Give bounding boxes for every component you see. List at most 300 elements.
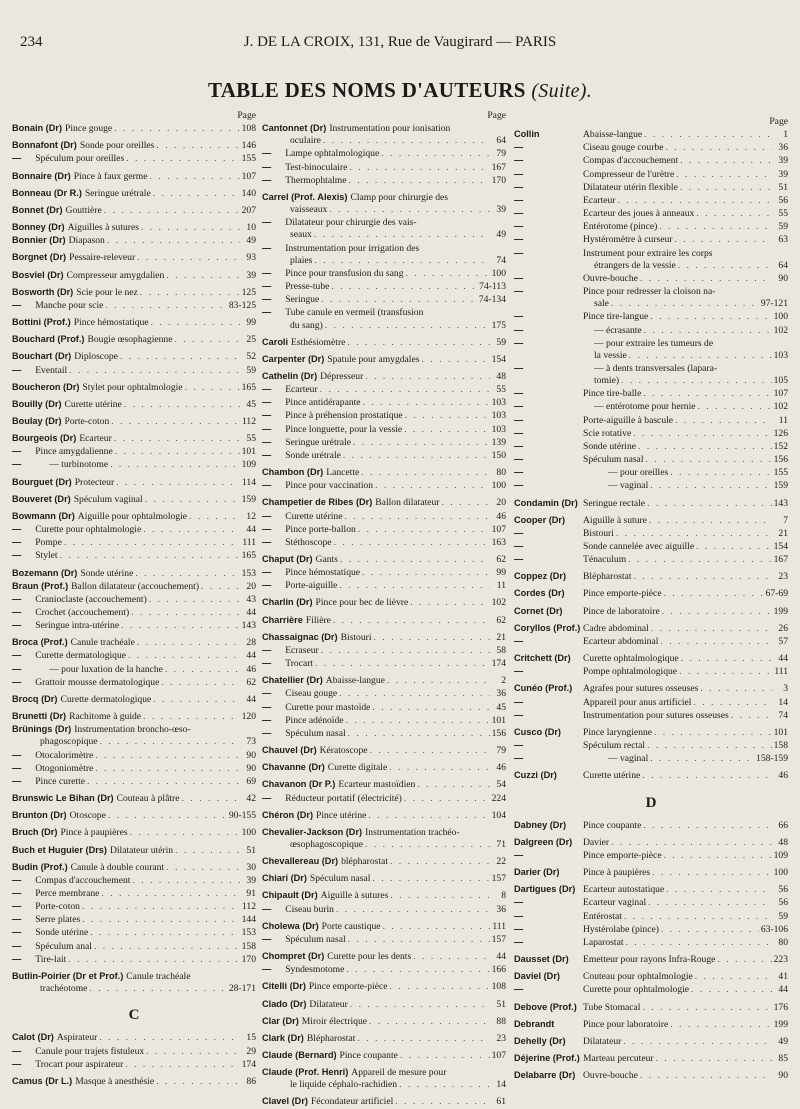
page-ref: 7: [783, 514, 788, 526]
page-label: Page: [487, 110, 506, 121]
page-ref: 55: [778, 208, 788, 220]
author-name: Cornet (Dr): [514, 605, 563, 616]
page-ref: 83-125: [228, 299, 256, 311]
index-entry: [262, 496, 506, 509]
author-name: —: [514, 454, 524, 465]
author-name: —: [12, 364, 22, 375]
author-name: —: [262, 792, 272, 803]
index-entry: [514, 337, 788, 350]
page-ref: 107: [491, 523, 506, 535]
instrument-name: seaux: [290, 229, 312, 241]
leader-dots: [340, 554, 490, 566]
page-ref: 55: [246, 433, 256, 445]
leader-dots: [95, 750, 240, 762]
index-entry: [514, 836, 788, 849]
leader-dots: [717, 954, 771, 966]
index-entry: [514, 936, 788, 949]
instrument-name: Instrumentation broncho-œso-: [74, 724, 191, 736]
index-entry: [514, 479, 788, 492]
index-entry: [262, 714, 506, 727]
author-name: Chauvel (Dr): [262, 745, 317, 756]
instrument-name: Cranioclaste (accouchement): [35, 593, 147, 605]
index-entry: [514, 587, 788, 600]
instrument-name: Abaisse-langue: [325, 675, 385, 687]
index-entry: [262, 903, 506, 916]
author-name: —: [514, 194, 524, 205]
page-ref: 59: [778, 910, 788, 922]
instrument-name: Seringue intra-utérine: [35, 620, 120, 632]
index-entry: [262, 998, 506, 1011]
page-ref: 58: [496, 644, 506, 656]
instrument-name: Pince gouge: [65, 123, 113, 135]
author-name: —: [262, 307, 272, 318]
page-ref: 104: [491, 809, 506, 821]
page-ref: 64: [496, 135, 506, 147]
instrument-name: Réducteur portatif (électricité): [285, 792, 402, 804]
author-name: Buch et Huguier (Drs): [12, 844, 107, 855]
page-ref: 157: [491, 873, 506, 885]
instrument-name: Ecarteur: [79, 433, 112, 445]
leader-dots: [90, 927, 239, 939]
leader-dots: [400, 1050, 490, 1062]
page-ref: 2: [501, 675, 506, 687]
index-entry: [12, 269, 256, 282]
page-ref: 59: [778, 221, 788, 233]
page-ref: 23: [778, 571, 788, 583]
index-entry: [262, 980, 506, 993]
index-entry: [514, 709, 788, 722]
instrument-name: Stylet: [35, 550, 58, 562]
leader-dots: [189, 511, 240, 523]
page-ref: 20: [496, 497, 506, 509]
leader-dots: [650, 753, 754, 765]
index-entry: [514, 570, 788, 583]
page-ref: 74-113: [479, 281, 506, 293]
page-ref: 56: [778, 194, 788, 206]
index-entry: [12, 1058, 256, 1071]
index-entry: [262, 479, 506, 492]
instrument-name: Pince pour vaccination: [285, 480, 374, 492]
index-entry: [514, 622, 788, 635]
instrument-name: Pince emporte-pièce: [308, 981, 388, 993]
page-ref: 56: [778, 884, 788, 896]
leader-dots: [389, 762, 490, 774]
page-ref: 103: [491, 410, 506, 422]
leader-dots: [107, 235, 240, 247]
author-name: Bonney (Dr): [12, 222, 65, 233]
index-entry: [262, 631, 506, 644]
leader-dots: [611, 837, 772, 849]
index-entry: [514, 696, 788, 709]
index-entry: [262, 674, 506, 687]
instrument-name: Kératoscope: [319, 745, 368, 757]
leader-dots: [82, 901, 240, 913]
page-ref: 42: [246, 793, 256, 805]
author-name: —: [514, 311, 524, 322]
index-entry: [262, 933, 506, 946]
instrument-name: Sonde cannelée avec aiguille: [583, 541, 695, 552]
leader-dots: [700, 683, 772, 695]
index-entry: [12, 926, 256, 939]
index-entry: [12, 333, 256, 346]
index-entry: [12, 432, 256, 445]
page-ref: 61: [496, 1096, 506, 1108]
author-name: Clado (Dr): [262, 998, 307, 1009]
instrument-name: Pince emporte-pièce: [583, 588, 662, 600]
page-ref: 74: [496, 254, 506, 266]
instrument-name: Pince pour transfusion du sang: [285, 267, 404, 279]
instrument-name: Pessaire-releveur: [69, 252, 136, 264]
index-entry: [514, 128, 788, 141]
instrument-name: Curette dermatologique: [35, 650, 127, 662]
page-ref: 90: [778, 1070, 788, 1082]
leader-dots: [665, 142, 772, 154]
index-entry: [514, 207, 788, 220]
instrument-name: Instrumentation pour irrigation des: [285, 242, 420, 254]
author-name: —: [12, 874, 22, 885]
author-name: Bonnier (Dr): [12, 235, 66, 246]
leader-dots: [691, 984, 772, 996]
author-name: —: [514, 234, 524, 245]
leader-dots: [161, 677, 240, 689]
author-name: —: [12, 663, 22, 674]
author-name: Boulay (Dr): [12, 415, 62, 426]
leader-dots: [611, 298, 759, 310]
index-entry: [514, 553, 788, 566]
author-name: Debrandt: [514, 1018, 555, 1029]
index-entry: [514, 247, 788, 260]
leader-dots: [89, 983, 226, 995]
page-ref: 8: [501, 890, 506, 902]
author-name: Cholewa (Dr): [262, 920, 319, 931]
page-ref: 111: [242, 537, 256, 549]
author-name: —: [262, 148, 272, 159]
instrument-name: Stéthoscope: [285, 536, 332, 548]
author-name: —: [514, 984, 524, 995]
instrument-name: Tube Stomacal: [583, 1001, 641, 1013]
page-ref: 159: [241, 493, 256, 505]
index-entry: [12, 316, 256, 329]
leader-dots: [346, 715, 490, 727]
index-entry: [262, 701, 506, 714]
author-name: Citelli (Dr): [262, 981, 306, 992]
index-entry: [262, 370, 506, 383]
leader-dots: [624, 911, 772, 923]
leader-dots: [175, 845, 240, 857]
page-ref: 44: [778, 984, 788, 996]
index-entry: [262, 920, 506, 933]
author-name: Broca (Prof.): [12, 637, 68, 648]
leader-dots: [156, 1076, 240, 1088]
author-name: Cantonnet (Dr): [262, 123, 327, 134]
instrument-name: — turbinotome: [49, 459, 109, 471]
author-name: Bozemann (Dr): [12, 567, 78, 578]
author-name: Charrière: [262, 614, 303, 625]
page-ref: 109: [241, 459, 256, 471]
leader-dots: [357, 1033, 490, 1045]
instrument-name: Filière: [305, 614, 331, 626]
index-entry: [262, 1066, 506, 1079]
author-name: —: [12, 775, 22, 786]
leader-dots: [146, 1046, 240, 1058]
leader-dots: [417, 779, 490, 791]
author-name: —: [262, 714, 272, 725]
page-ref: 57: [778, 635, 788, 647]
page-ref: 43: [246, 593, 256, 605]
instrument-name: Sonde pour oreilles: [79, 140, 155, 152]
instrument-name: Pince pour redresser la cloison na-: [583, 286, 716, 298]
leader-dots: [320, 384, 490, 396]
page-ref: 36: [496, 903, 506, 915]
instrument-name: Porte-aiguille: [285, 580, 338, 592]
index-entry: [262, 383, 506, 396]
index-entry: [262, 423, 506, 436]
entries-c: [12, 1031, 256, 1088]
instrument-name: Trocart pour aspirateur: [35, 1058, 124, 1070]
index-entry: [514, 527, 788, 540]
instrument-name: Curette dermatologique: [60, 693, 152, 705]
page-ref: 63-106: [760, 923, 788, 935]
page-ref: 46: [246, 663, 256, 675]
leader-dots: [643, 388, 771, 400]
leader-dots: [679, 666, 772, 678]
page-ref: 20: [246, 580, 256, 592]
author-name: Clavel (Dr): [262, 1096, 308, 1107]
author-name: —: [514, 168, 524, 179]
page-ref: 90-155: [228, 810, 256, 822]
author-name: —: [262, 727, 272, 738]
page-ref: 22: [496, 856, 506, 868]
leader-dots: [645, 454, 771, 466]
leader-dots: [652, 867, 771, 879]
page-label: Page: [769, 116, 788, 127]
author-name: Chassaignac (Dr): [262, 631, 338, 642]
page-ref: 102: [773, 324, 788, 336]
author-name: Chatellier (Dr): [262, 675, 323, 686]
page-ref: 167: [773, 554, 788, 566]
section-letter-d: D: [645, 794, 657, 811]
instrument-name: Pince tire-langue: [583, 311, 649, 323]
index-entry: [262, 536, 506, 549]
leader-dots: [334, 537, 490, 549]
leader-dots: [150, 171, 240, 183]
instrument-name: Diploscope: [74, 351, 118, 363]
author-name: Brunswic Le Bihan (Dr): [12, 793, 114, 804]
page-ref: 90: [778, 272, 788, 284]
leader-dots: [404, 793, 490, 805]
page-ref: 143: [241, 620, 256, 632]
instrument-name: blépharostat: [341, 856, 388, 868]
page-ref: 102: [491, 597, 506, 609]
author-name: Boucheron (Dr): [12, 381, 80, 392]
leader-dots: [642, 1002, 771, 1014]
page-title: [0, 78, 800, 103]
author-name: —: [12, 593, 22, 604]
instrument-name: — pour oreilles: [608, 467, 669, 479]
page-ref: 12: [246, 510, 256, 522]
instrument-name: Perce membrane: [35, 887, 100, 899]
instrument-name: Ecarteur autostatique: [583, 884, 665, 896]
author-name: Darier (Dr): [514, 867, 560, 878]
page-ref: 112: [241, 415, 256, 427]
leader-dots: [676, 169, 772, 181]
instrument-name: Dilatateur: [583, 1035, 622, 1047]
page-number: 234: [20, 34, 43, 50]
author-name: —: [262, 384, 272, 395]
index-entry: [12, 170, 256, 183]
author-name: —: [514, 272, 524, 283]
instrument-name: Porte caustique: [321, 920, 381, 932]
title-main: TABLE DES NOMS D'AUTEURS: [207, 78, 526, 102]
instrument-name: Sonde utérine: [80, 567, 134, 579]
author-name: Brocq (Dr): [12, 693, 58, 704]
instrument-name: le liquide céphalo-rachidien: [290, 1079, 398, 1091]
index-entry: [12, 663, 256, 676]
leader-dots: [695, 971, 772, 983]
index-entry: [12, 139, 256, 152]
author-name: —: [514, 142, 524, 153]
leader-dots: [68, 954, 239, 966]
author-name: Collin: [514, 129, 540, 140]
index-entry: [262, 744, 506, 757]
instrument-name: œsophagoscopique: [290, 838, 364, 850]
author-name: Claude (Bernard): [262, 1050, 337, 1060]
author-name: —: [12, 1045, 22, 1056]
author-name: —: [12, 676, 22, 687]
instrument-name: Tube canule en vermeil (transfusion: [285, 307, 424, 319]
index-entry: [262, 255, 506, 267]
page-ref: 51: [246, 844, 256, 856]
leader-dots: [404, 424, 489, 436]
page-ref: 111: [492, 920, 506, 932]
page-ref: 107: [241, 170, 256, 182]
page-ref: 62: [496, 554, 506, 565]
leader-dots: [375, 480, 490, 492]
page-ref: 101: [773, 726, 788, 738]
instrument-name: Pince à préhension prostatique: [285, 410, 403, 422]
leader-dots: [314, 229, 490, 241]
instrument-name: Spéculum nasal: [285, 727, 346, 739]
leader-dots: [647, 740, 772, 752]
leader-dots: [650, 480, 771, 492]
column-2: [262, 110, 506, 1109]
instrument-name: Curette utérine: [64, 398, 122, 410]
instrument-name: Ciseau burin: [285, 903, 334, 915]
leader-dots: [618, 195, 773, 207]
index-entry: [514, 953, 788, 966]
leader-dots: [381, 148, 490, 160]
leader-dots: [346, 964, 489, 976]
author-name: Bonneau (Dr R.): [12, 187, 82, 198]
index-entry: [262, 1032, 506, 1045]
author-name: —: [514, 324, 524, 335]
author-name: —: [12, 762, 22, 773]
page-ref: 100: [491, 480, 506, 492]
leader-dots: [410, 597, 489, 609]
index-entry: [262, 409, 506, 422]
index-entry: [12, 775, 256, 788]
author-name: Bruch (Dr): [12, 827, 58, 838]
index-entry: [514, 272, 788, 285]
author-name: —: [262, 523, 272, 534]
page-ref: 91: [246, 887, 256, 899]
index-entry: [12, 636, 256, 649]
index-entry: [514, 285, 788, 298]
author-name: Bonnafont (Dr): [12, 140, 77, 151]
instrument-name: Scie rotative: [583, 427, 632, 439]
author-name: Bouchard (Prof.): [12, 334, 85, 345]
page-ref: 155: [241, 153, 256, 165]
author-name: Chéron (Dr): [262, 809, 314, 820]
page-ref: 223: [773, 954, 788, 966]
page-ref: 139: [491, 436, 506, 448]
instrument-name: — pour extraire les tumeurs de: [594, 337, 714, 349]
page-ref: 100: [241, 827, 256, 839]
index-entry: [12, 204, 256, 217]
index-entry: [262, 614, 506, 627]
index-entry: [12, 493, 256, 506]
author-name: Daviel (Dr): [514, 971, 560, 982]
page-ref: 90: [246, 749, 256, 761]
index-entry: [262, 761, 506, 774]
index-entry: [12, 350, 256, 363]
page-ref: 49: [778, 1035, 788, 1047]
author-name: Bosworth (Dr): [12, 286, 74, 297]
page-ref: 140: [241, 187, 256, 199]
page-ref: 105: [773, 375, 788, 387]
author-name: Chaput (Dr): [262, 554, 313, 564]
index-entry: [12, 762, 256, 775]
instrument-name: Porte-aiguille à bascule: [583, 414, 674, 426]
index-entry: [514, 540, 788, 553]
author-name: —: [514, 554, 524, 565]
instrument-name: — entérotome pour hernie: [594, 401, 696, 413]
index-entry: [514, 497, 788, 510]
index-entry: [262, 687, 506, 700]
index-entry: [514, 635, 788, 648]
leader-dots: [626, 937, 773, 949]
instrument-name: Curette utérine: [583, 770, 641, 782]
index-entry: [12, 286, 256, 299]
index-entry: [12, 953, 256, 966]
author-name: Chavanne (Dr): [262, 762, 325, 773]
page-ref: 28-171: [228, 983, 256, 995]
page-ref: 154: [773, 541, 788, 552]
leader-dots: [131, 607, 240, 619]
page-ref: 97-121: [760, 298, 788, 310]
leader-dots: [696, 541, 772, 553]
page-ref: 156: [491, 727, 506, 739]
instrument-name: Dépresseur: [320, 370, 364, 382]
instrument-name: Tire-lait: [35, 953, 67, 965]
instrument-name: Ecarteur vaginal: [583, 897, 647, 909]
index-entry: [12, 900, 256, 913]
instrument-name: Spéculum nasal: [285, 933, 346, 945]
author-name: Bonain (Dr): [12, 123, 63, 134]
leader-dots: [413, 951, 490, 963]
page-ref: 11: [778, 414, 788, 426]
index-entry: [514, 1018, 788, 1031]
instrument-name: Stylet pour ophtalmologie: [82, 381, 183, 393]
instrument-name: Ténaculum: [583, 554, 627, 566]
leader-dots: [649, 515, 772, 527]
index-entry: [514, 387, 788, 400]
instrument-name: Spéculum nasal: [309, 873, 371, 885]
instrument-name: oculaire: [290, 135, 321, 147]
page-ref: 52: [246, 351, 256, 363]
running-header: [20, 30, 780, 52]
page-ref: 59: [246, 364, 256, 376]
